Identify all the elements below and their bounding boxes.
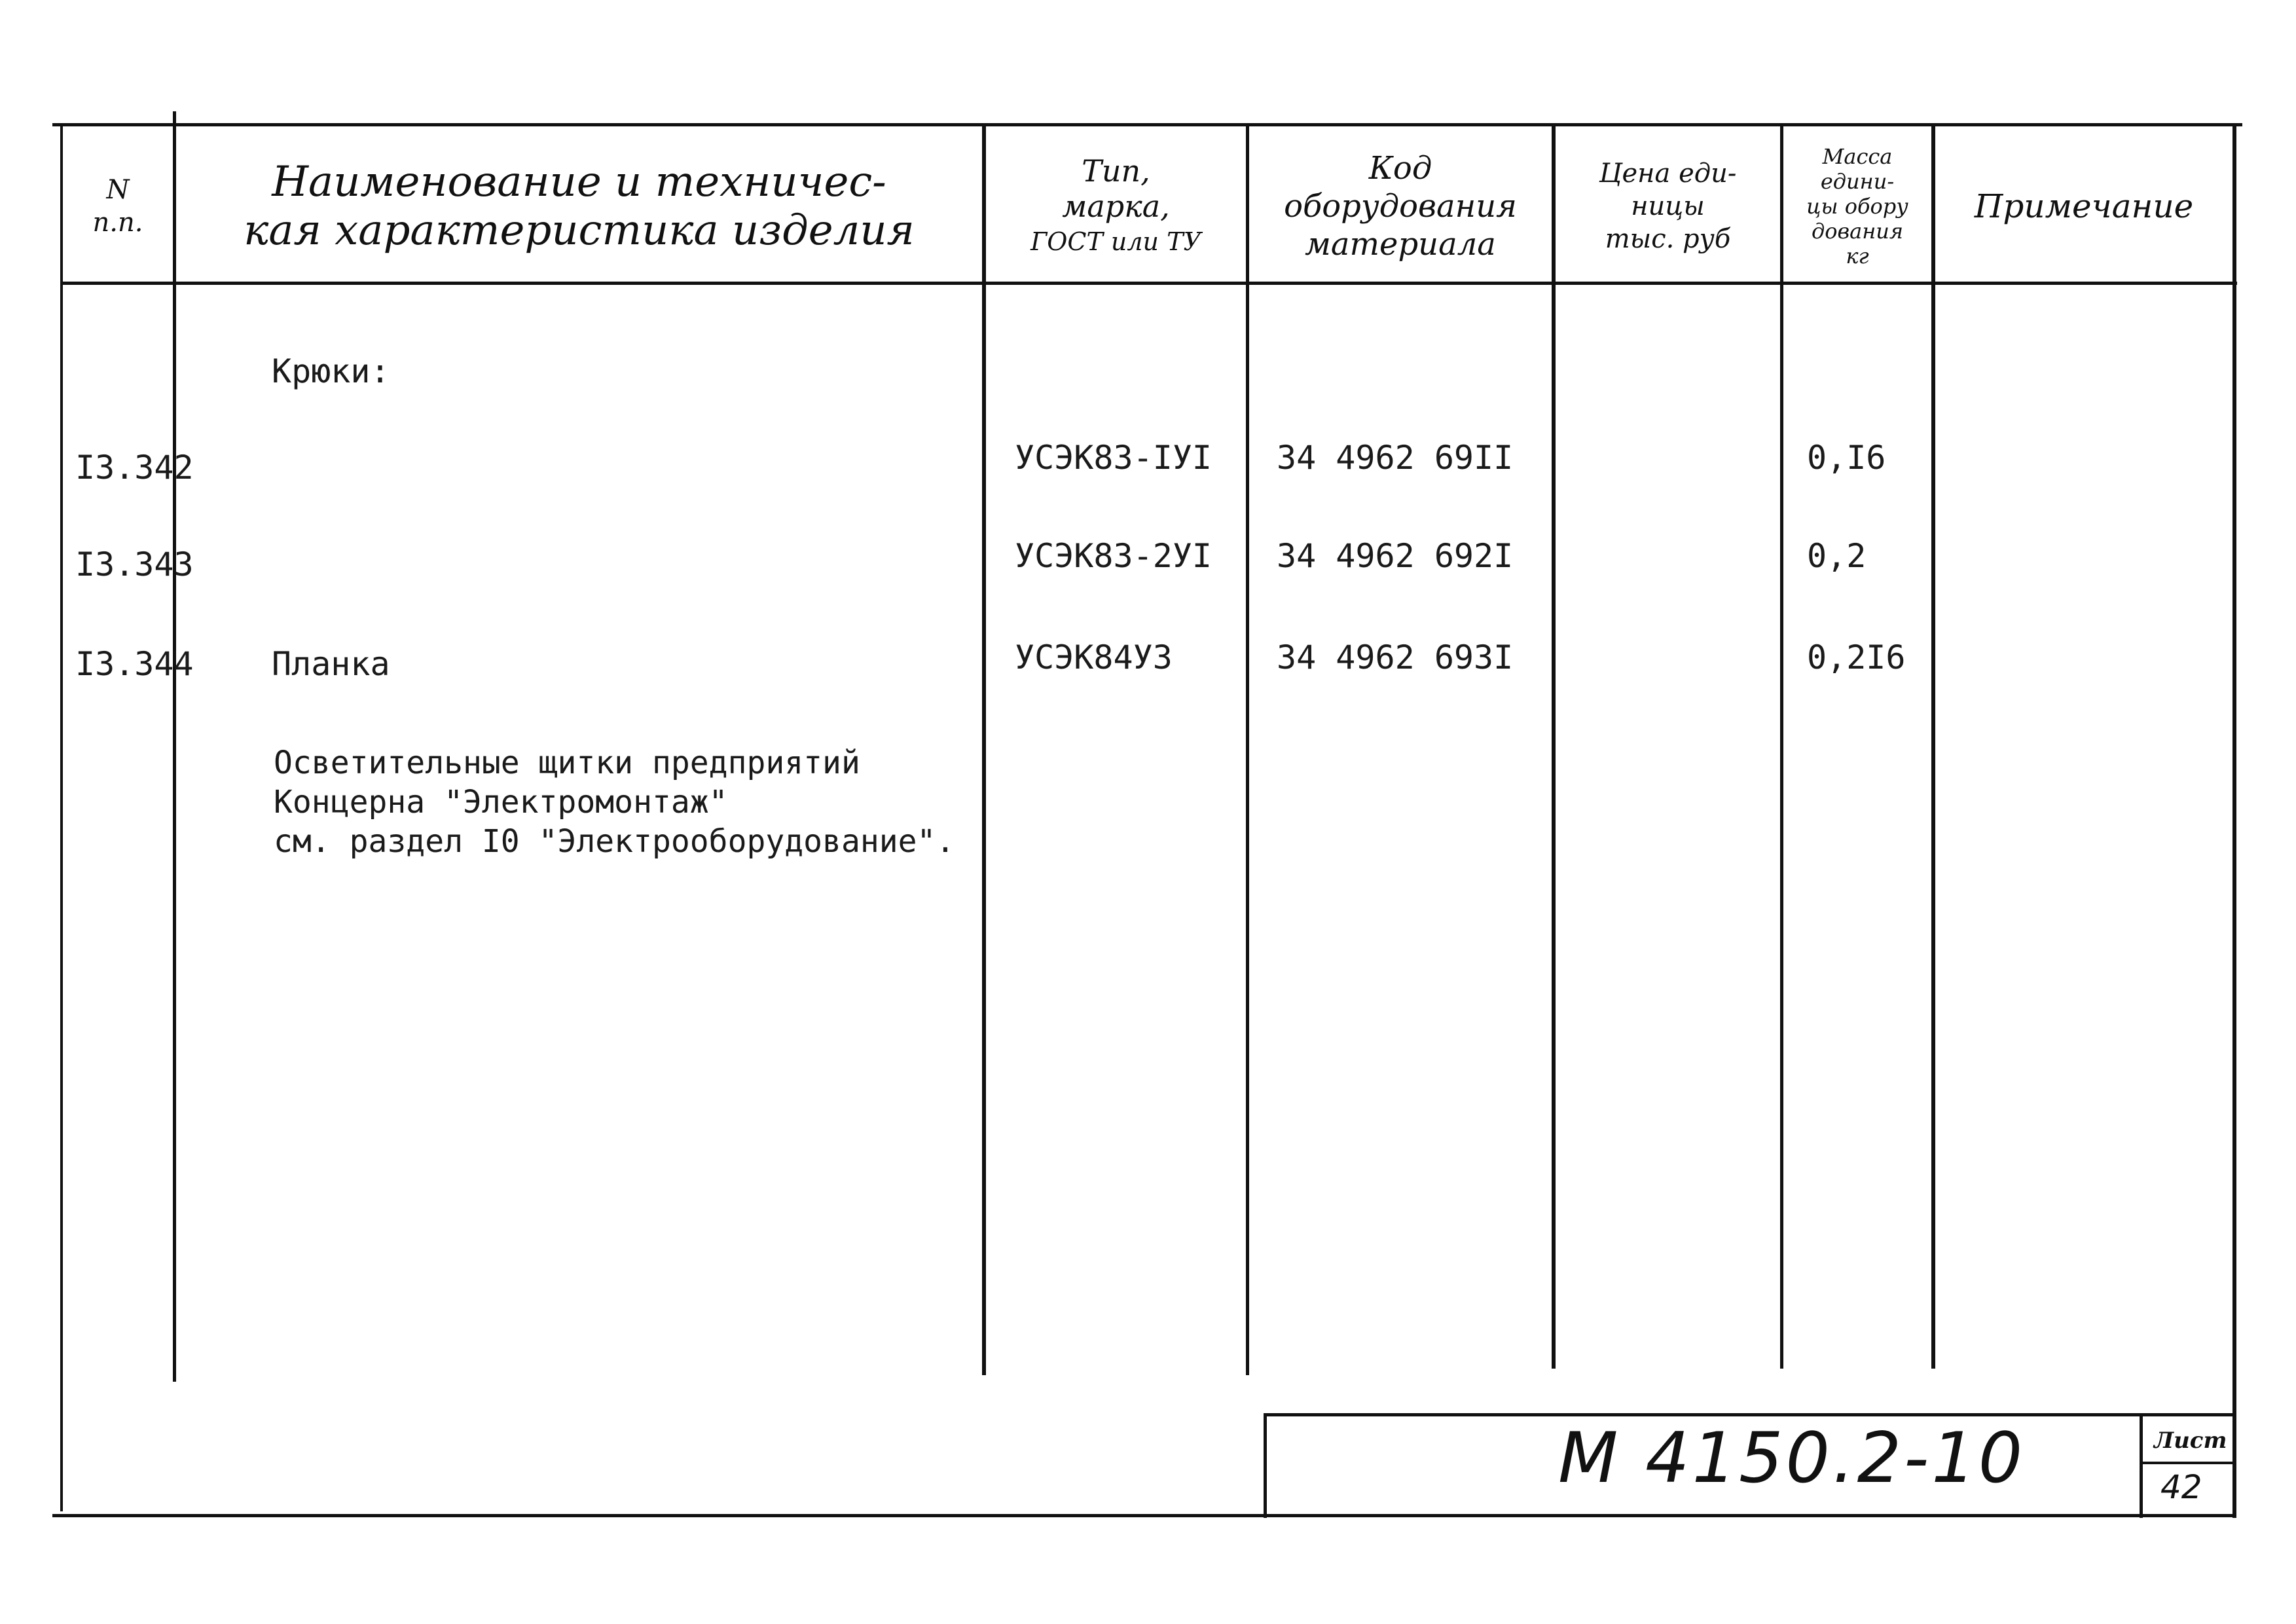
reference-note <box>274 743 955 861</box>
title-block-top-line <box>1265 1413 2234 1416</box>
header-mass-line-1: Масса <box>1822 144 1893 169</box>
header-name-line-2: кая характеристика изделия <box>244 206 915 255</box>
row-3-code: 34 4962 693I <box>1277 638 1514 676</box>
sheet-label: Лист <box>2154 1428 2227 1454</box>
header-price-line-1: Цена еди- <box>1599 158 1737 189</box>
sheet-number: 42 <box>2160 1468 2202 1506</box>
sheet-box-left-line <box>2140 1413 2143 1518</box>
header-note-line-1: Примечание <box>1974 187 2194 225</box>
header-type-cell <box>986 131 1246 282</box>
row-2-code: 34 4962 692I <box>1277 537 1514 575</box>
header-type-line-3: ГОСТ или ТУ <box>1030 227 1201 256</box>
frame-top-line <box>52 123 2242 126</box>
header-code-line-2: оборудования <box>1284 188 1517 225</box>
header-mass-cell <box>1783 131 1931 282</box>
row-3-mass: 0,2I6 <box>1807 638 1906 676</box>
header-code-line-1: Код <box>1368 150 1432 187</box>
header-mass-line-2: едини- <box>1820 169 1895 194</box>
header-mass-line-5: кг <box>1846 244 1869 268</box>
row-1-num: I3.342 <box>75 449 194 487</box>
row-1-type: УСЭК83-IУI <box>1015 439 1212 477</box>
col-divider-num <box>173 111 176 1382</box>
header-num-line-2: п.п. <box>92 208 143 238</box>
document-code: М 4150.2-10 <box>1558 1418 2026 1498</box>
header-num-line-1: N <box>106 175 130 205</box>
header-price-line-3: тыс. руб <box>1605 224 1731 254</box>
row-2-type: УСЭК83-2УI <box>1015 537 1212 575</box>
row-3-type: УСЭК84У3 <box>1015 638 1173 676</box>
reference-note-line-2: Концерна "Электромонтаж" <box>274 784 728 821</box>
header-price-line-2: ницы <box>1631 191 1705 221</box>
sheet-box-divider-line <box>2140 1462 2234 1464</box>
header-name-line-1: Наименование и техничес- <box>272 158 886 206</box>
header-num-cell <box>63 131 173 282</box>
header-mass-line-4: дования <box>1811 219 1904 244</box>
title-block-bottom-line <box>52 1514 2236 1517</box>
row-2-num: I3.343 <box>75 545 194 583</box>
row-2-mass: 0,2 <box>1807 537 1867 575</box>
col-divider-code <box>1552 124 1556 1369</box>
frame-left-line <box>60 123 63 1511</box>
reference-note-line-3: см. раздел I0 "Электрооборудование". <box>274 823 955 860</box>
header-price-cell <box>1556 131 1780 282</box>
row-3-num: I3.344 <box>75 645 194 683</box>
title-block-left-line <box>1264 1413 1267 1518</box>
header-mass-line-3: цы обору <box>1806 194 1908 219</box>
col-divider-mass <box>1931 124 1935 1369</box>
row-0-name: Крюки: <box>272 352 390 390</box>
header-note-cell <box>1935 131 2232 282</box>
header-code-cell <box>1249 131 1552 282</box>
header-bottom-line <box>60 282 2237 285</box>
col-divider-type <box>1246 124 1249 1375</box>
row-1-mass: 0,I6 <box>1807 439 1886 477</box>
reference-note-line-1: Осветительные щитки предприятий <box>274 745 860 781</box>
col-divider-price <box>1780 124 1783 1369</box>
header-type-line-1: Тип, <box>1082 153 1150 189</box>
header-name-cell <box>176 131 982 282</box>
header-type-line-2: марка, <box>1062 189 1170 224</box>
header-code-line-3: материала <box>1305 226 1496 263</box>
frame-right-line <box>2232 123 2236 1518</box>
row-1-code: 34 4962 69II <box>1277 439 1514 477</box>
row-3-name: Планка <box>272 645 390 683</box>
col-divider-name <box>982 124 986 1375</box>
